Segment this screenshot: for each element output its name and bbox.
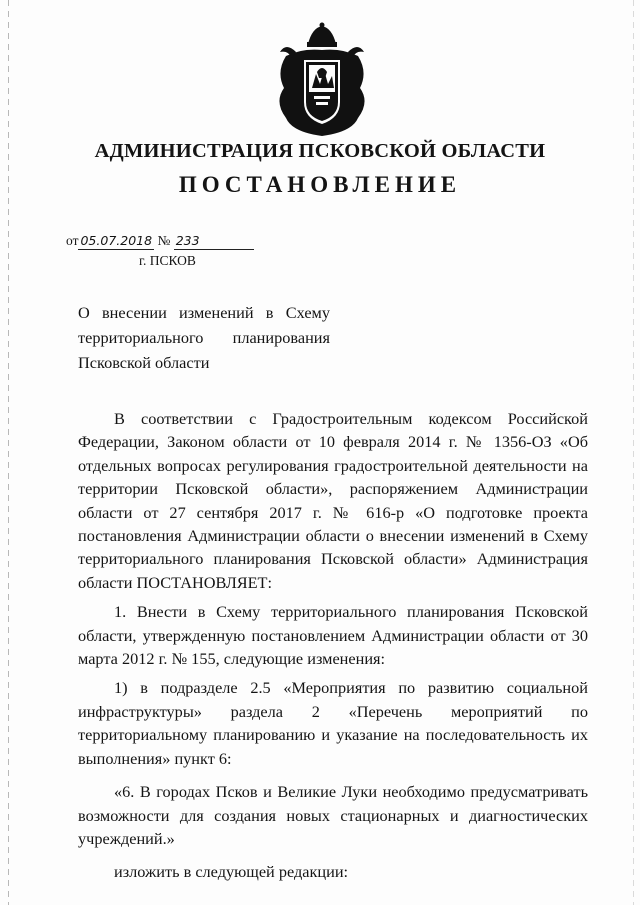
subitem-1-paragraph: 1) в подразделе 2.5 «Мероприятия по развитию социальной инфраструктуры» раздела 2 «Перечень мероприятий по территориальному планированию и указание на последовательность их выполнения» пункт 6:: [78, 678, 588, 768]
preamble-paragraph: В соответствии с Градостроительным кодексом Российской Федерации, Законом области от 10 февраля 2014 г. № 1356-ОЗ «Об отдельных вопросах регулирования градостроительной деятельности на территории Псковской области», распоряжением Администрации области от 27 сентября 2017 г. № 616-р «О подготовке проекта постановления Администрации области о внесении изменений в Схему территориального планирования Псковской области» Администрация области ПОСТАНОВЛЯЕТ:: [78, 409, 588, 592]
subject-line: Псковской области: [78, 353, 210, 372]
scan-edge-right: [633, 0, 634, 905]
date-prefix: от: [66, 233, 79, 248]
organization-title: АДМИНИСТРАЦИЯ ПСКОВСКОЙ ОБЛАСТИ: [94, 140, 546, 162]
quoted-paragraph: «6. В городах Псков и Великие Луки необходимо предусматривать возможности для создания новых стационарных и диагностических учреждений.»: [78, 782, 588, 848]
document-type-title: ПОСТАНОВЛЕНИЕ: [178, 172, 462, 197]
document-meta: [66, 232, 254, 268]
document-body: [78, 407, 588, 884]
number-label: №: [157, 233, 171, 248]
city-label: г. ПСКОВ: [139, 253, 196, 268]
coat-of-arms-emblem: [272, 22, 372, 138]
document-subject: [78, 300, 330, 375]
subject-line: О внесении изменений в Схему: [78, 303, 330, 322]
document-number: 233: [174, 232, 254, 250]
subject-line: территориального планирования: [78, 328, 330, 347]
document-date: 05.07.2018: [80, 233, 153, 248]
item-1-paragraph: 1. Внести в Схему территориального планирования Псковской области, утвержденную постановлением Администрации области от 30 марта 2012 г. № 155, следующие изменения:: [78, 602, 588, 669]
scan-edge-left: [8, 0, 9, 905]
closing-line: изложить в следующей редакции:: [114, 862, 349, 882]
